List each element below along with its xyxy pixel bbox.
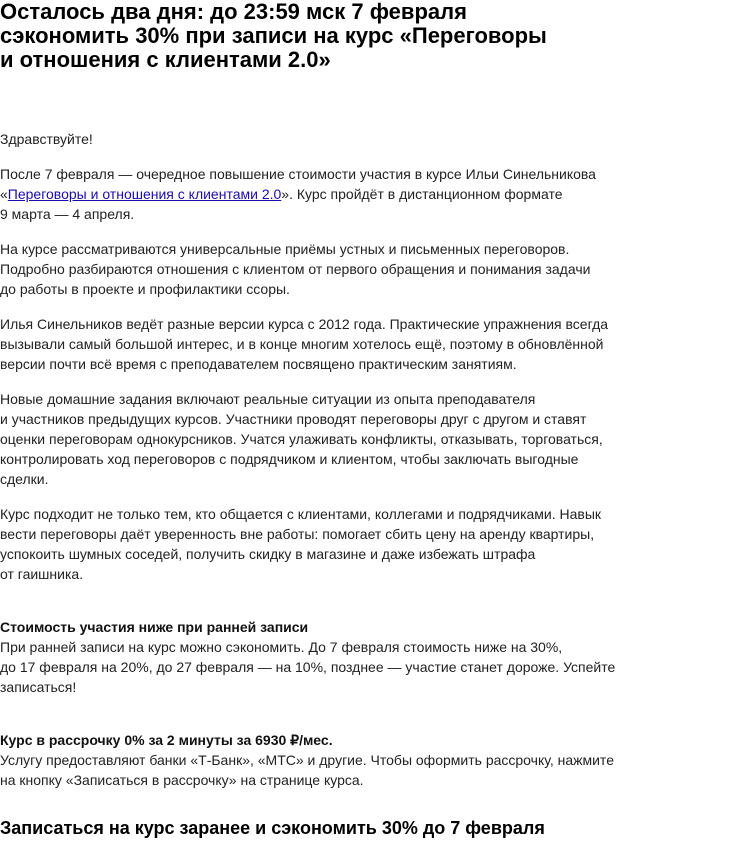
headline-line: Осталось два дня: до 23:59 мск 7 февраля [0, 0, 467, 24]
about-line: до работы в проекте и профилактики ссоры. [0, 281, 290, 297]
about-paragraph [0, 239, 640, 299]
intro-paragraph [0, 164, 640, 224]
early-booking-line: записаться! [0, 679, 77, 695]
intro-line-rest: ». Курс пройдёт в дистанционном формате [281, 186, 563, 202]
greeting: Здравствуйте! [0, 131, 93, 147]
intro-line: После 7 февраля — очередное повышение стоимости участия в курсе Ильи Синельникова [0, 166, 596, 182]
installments-section [0, 730, 640, 790]
intro-line: 9 марта — 4 апреля. [0, 206, 135, 222]
early-booking-line: При ранней записи на курс можно сэкономить. До 7 февраля стоимость ниже на 30%, [0, 639, 563, 655]
installments-line: на кнопку «Записаться в рассрочку» на странице курса. [0, 772, 364, 788]
installments-line: Услугу предоставляют банки «Т-Банк», «МТС» и другие. Чтобы оформить рассрочку, нажмите [0, 752, 614, 768]
cta-heading: Записаться на курс заранее и сэкономить 30% до 7 февраля [0, 818, 545, 838]
homework-line: сделки. [0, 471, 49, 487]
audience-line: успокоить шумных соседей, получить скидку в магазине и даже избежать штрафа [0, 546, 536, 562]
audience-line: от гаишника. [0, 566, 84, 582]
early-booking-heading: Стоимость участия ниже при ранней записи [0, 619, 309, 635]
about-line: Подробно разбираются отношения с клиентом от первого обращения и понимания задачи [0, 261, 591, 277]
history-line: вызывали самый большой интерес, и в конце многим хотелось ещё, поэтому в обновлённой [0, 336, 604, 352]
early-booking-line: до 17 февраля на 20%, до 27 февраля — на 10%, позднее — участие станет дороже. Успейте [0, 659, 616, 675]
homework-line: Новые домашние задания включают реальные ситуации из опыта преподавателя [0, 391, 536, 407]
audience-paragraph [0, 504, 640, 584]
homework-line: оценки переговорам однокурсников. Учатся улаживать конфликты, отказывать, торговаться, [0, 431, 603, 447]
homework-paragraph [0, 389, 640, 489]
headline-line: и отношения с клиентами 2.0» [0, 47, 331, 72]
installments-heading: Курс в рассрочку 0% за 2 минуты за 6930 ₽/мес. [0, 732, 333, 748]
audience-line: вести переговоры даёт уверенность вне работы: помогает сбить цену на аренду квартиры, [0, 526, 595, 542]
early-booking-section [0, 617, 640, 697]
open-quote: « [0, 186, 8, 202]
history-line: Илья Синельников ведёт разные версии курса с 2012 года. Практические упражнения всегда [0, 316, 609, 332]
homework-line: и участников предыдущих курсов. Участники проводят переговоры друг с другом и ставят [0, 411, 587, 427]
history-paragraph [0, 314, 640, 374]
homework-line: контролировать ход переговоров с подрядчиком и клиентом, чтобы заключать выгодные [0, 451, 579, 467]
headline-line: сэкономить 30% при записи на курс «Переговоры [0, 23, 547, 48]
course-link[interactable]: Переговоры и отношения с клиентами 2.0 [7, 186, 282, 202]
headline [0, 0, 640, 72]
about-line: На курсе рассматриваются универсальные приёмы устных и письменных переговоров. [0, 241, 570, 257]
history-line: версии почти всё время с преподавателем посвящено практическим занятиям. [0, 356, 517, 372]
audience-line: Курс подходит не только тем, кто общается с клиентами, коллегами и подрядчиками. Навык [0, 506, 602, 522]
